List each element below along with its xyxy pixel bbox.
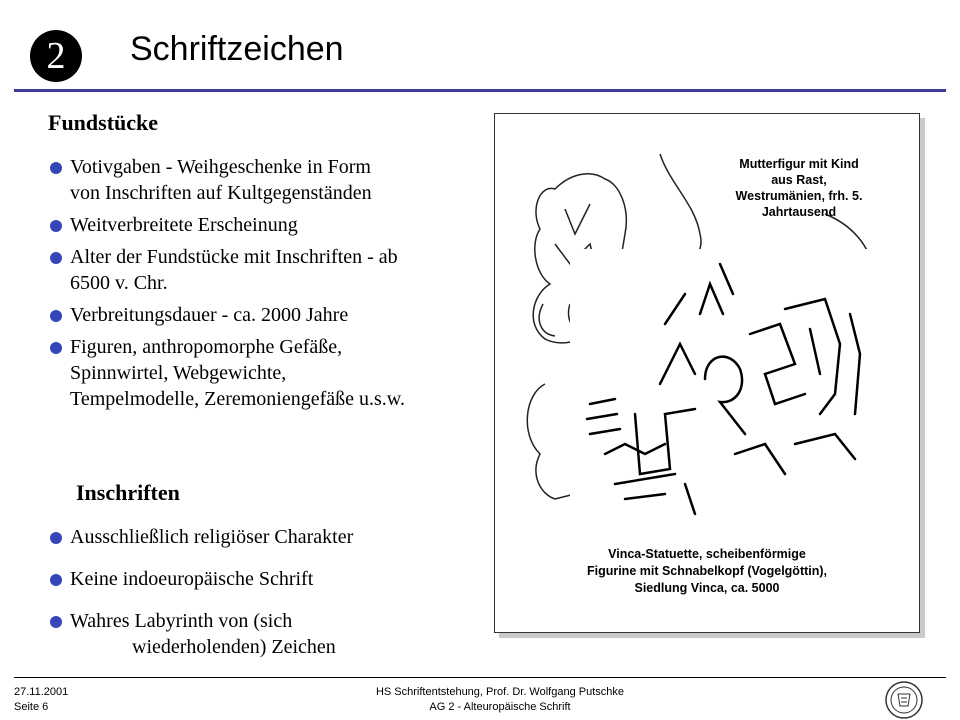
bullet-text: Spinnwirtel, Webgewichte,	[70, 362, 287, 384]
bullet-text: Votivgaben - Weihgeschenke in Form	[70, 156, 371, 178]
figure-caption-top	[699, 156, 899, 220]
bullet-text: von Inschriften auf Kultgegenständen	[70, 182, 372, 204]
figure-caption-bottom	[515, 546, 899, 597]
list-item	[48, 334, 488, 412]
bullet-text: Figuren, anthropomorphe Gefäße,	[70, 336, 343, 358]
title-divider	[14, 89, 946, 92]
caption-line: Westrumänien, frh. 5.	[735, 189, 863, 203]
heading-inschriften: Inschriften	[76, 480, 180, 505]
footer-left	[14, 685, 68, 715]
list-item	[48, 212, 488, 238]
inschriften-list	[48, 524, 488, 676]
university-seal-icon	[884, 680, 924, 720]
footer-page: Seite 6	[14, 701, 49, 713]
bullet-icon	[50, 532, 62, 544]
bullet-icon	[50, 342, 62, 354]
bullet-text: Alter der Fundstücke mit Inschriften - ab	[70, 246, 398, 268]
footer-divider	[14, 677, 946, 678]
caption-line: Siedlung Vinca, ca. 5000	[634, 581, 780, 595]
heading-fundstuecke: Fundstücke	[48, 110, 159, 135]
footer-date: 27.11.2001	[14, 686, 69, 698]
bullet-icon	[50, 574, 62, 586]
bullet-icon	[50, 616, 62, 628]
footer-group: AG 2 - Alteuropäische Schrift	[429, 701, 571, 713]
caption-line: Vinca-Statuette, scheibenförmige	[608, 547, 806, 561]
caption-line: aus Rast,	[771, 173, 827, 187]
bullet-icon	[50, 252, 62, 264]
bullet-text: Ausschließlich religiöser Charakter	[70, 526, 354, 548]
footer-course: HS Schriftentstehung, Prof. Dr. Wolfgang Putschke	[375, 686, 625, 698]
list-item	[48, 302, 488, 328]
bullet-text: Tempelmodelle, Zeremoniengefäße u.s.w.	[70, 388, 405, 410]
bullet-icon	[50, 220, 62, 232]
list-item	[48, 154, 488, 206]
bullet-text: wiederholenden) Zeichen	[132, 636, 336, 658]
caption-line: Jahrtausend	[761, 205, 837, 219]
slide-title: Schriftzeichen	[130, 30, 344, 68]
caption-line: Figurine mit Schnabelkopf (Vogelgöttin),	[586, 564, 828, 578]
bullet-icon	[50, 310, 62, 322]
bullet-text: Wahres Labyrinth von (sich	[70, 610, 293, 632]
bullet-text: Keine indoeuropäische Schrift	[70, 568, 314, 590]
list-item	[48, 608, 488, 660]
fundstuecke-list	[48, 154, 488, 418]
list-item	[48, 566, 488, 592]
footer-center	[300, 685, 700, 715]
list-item	[48, 244, 488, 296]
list-item	[48, 524, 488, 550]
slide-number-badge: 2	[30, 30, 82, 82]
bullet-text: Weitverbreitete Erscheinung	[70, 214, 298, 236]
artifact-figure	[494, 113, 920, 633]
caption-line: Mutterfigur mit Kind	[739, 157, 859, 171]
bullet-text: 6500 v. Chr.	[70, 272, 168, 294]
bullet-icon	[50, 162, 62, 174]
bullet-text: Verbreitungsdauer - ca. 2000 Jahre	[70, 304, 349, 326]
